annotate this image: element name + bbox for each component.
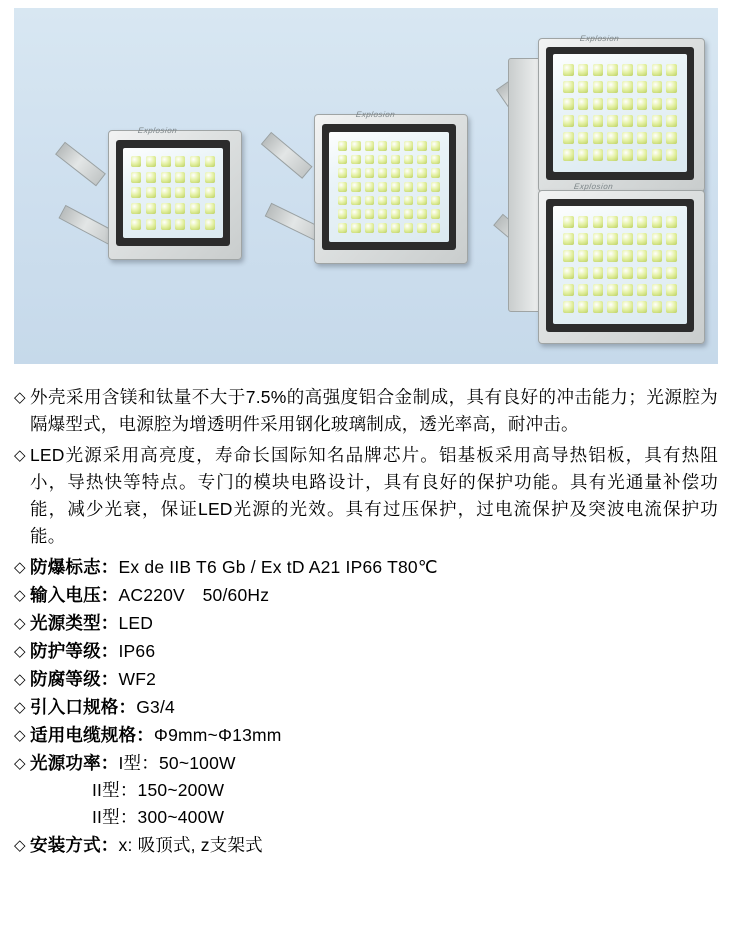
lamp-bracket-arm [261,132,313,179]
led-chip [578,301,588,313]
led-chip [431,155,440,165]
spec-item-housing-description [14,384,718,438]
led-chip [391,141,400,151]
led-chip [161,203,171,214]
led-chip [131,187,141,198]
spec-value: x: 吸顶式, z支架式 [118,835,263,855]
led-chip [431,141,440,151]
led-chip [365,196,374,206]
led-chip [161,156,171,167]
led-chip [351,182,360,192]
led-chip [131,172,141,183]
led-chip [351,141,360,151]
led-chip [666,64,676,76]
led-chip [666,98,676,110]
lamp-glass [329,132,449,242]
led-chip [365,141,374,151]
led-chip [378,155,387,165]
led-chip [578,216,588,228]
bullet-diamond-icon: ◇ [14,559,26,576]
led-chip [652,81,662,93]
led-chip [637,149,647,161]
led-chip [637,216,647,228]
led-chip [365,223,374,233]
bullet-diamond-icon: ◇ [14,447,26,464]
led-chip [378,209,387,219]
led-chip [593,132,603,144]
led-chip [563,132,573,144]
lamp-glass-upper [553,54,687,172]
led-chip [607,115,617,127]
led-chip [563,301,573,313]
led-chip [607,301,617,313]
led-chip [351,155,360,165]
spec-item-cable-spec [14,722,718,749]
led-chip [578,267,588,279]
led-chip [391,223,400,233]
led-chip [637,98,647,110]
spec-label: 防爆标志： [30,557,119,577]
led-chip [622,233,632,245]
led-chip [338,168,347,178]
led-chip [391,182,400,192]
led-chip [161,187,171,198]
led-chip [131,203,141,214]
spec-item-entry-spec [14,694,718,721]
spec-item-explosion-proof-mark [14,554,718,581]
spec-item-light-source-type [14,610,718,637]
led-chip [652,115,662,127]
led-chip [622,216,632,228]
led-chip [666,267,676,279]
spec-value: G3/4 [136,697,175,717]
led-chip [622,284,632,296]
led-chip [365,155,374,165]
bullet-diamond-icon: ◇ [14,727,26,744]
bullet-diamond-icon: ◇ [14,755,26,772]
led-chip [417,209,426,219]
led-chip [190,219,200,230]
led-chip [578,149,588,161]
spec-label: 输入电压： [30,585,119,605]
led-chip [190,187,200,198]
brand-logo-icon: Explosion [355,110,396,119]
led-chip [607,250,617,262]
led-chip [161,219,171,230]
led-chip [652,98,662,110]
led-chip [637,81,647,93]
led-array [123,148,223,238]
led-chip [205,203,215,214]
led-chip [378,182,387,192]
led-chip [378,141,387,151]
led-chip [652,250,662,262]
led-chip [563,267,573,279]
led-chip [593,81,603,93]
led-chip [351,223,360,233]
led-chip [593,233,603,245]
led-chip [593,115,603,127]
led-chip [593,149,603,161]
spec-label: 适用电缆规格： [30,725,154,745]
led-chip [146,156,156,167]
spec-label: 引入口规格： [30,697,137,717]
led-chip [578,233,588,245]
led-chip [378,196,387,206]
led-chip [161,172,171,183]
led-chip [637,64,647,76]
led-chip [391,209,400,219]
led-chip [338,155,347,165]
led-chip [637,284,647,296]
led-chip [365,182,374,192]
led-chip [190,172,200,183]
led-chip [652,149,662,161]
led-chip [378,168,387,178]
led-chip [666,284,676,296]
lamp-bracket-arm [55,142,106,187]
led-chip [417,141,426,151]
spec-value-extra-1: II型：150~200W [92,780,225,800]
led-chip [378,223,387,233]
led-chip [417,196,426,206]
led-chip [391,168,400,178]
spec-item-input-voltage [14,582,718,609]
bullet-diamond-icon: ◇ [14,389,26,406]
led-chip [578,81,588,93]
led-chip [563,98,573,110]
led-chip [622,301,632,313]
led-chip [652,267,662,279]
led-chip [622,64,632,76]
spec-item-light-source-power [14,750,718,831]
lamp-glass-lower [553,206,687,324]
led-chip [205,172,215,183]
led-chip [131,156,141,167]
led-chip [431,182,440,192]
spec-label: 防护等级： [30,641,119,661]
led-chip [131,219,141,230]
led-chip [417,182,426,192]
led-chip [391,196,400,206]
led-chip [175,156,185,167]
led-chip [431,196,440,206]
led-chip [666,250,676,262]
spec-value: Φ9mm~Φ13mm [153,725,282,745]
led-chip [578,284,588,296]
specification-list [0,372,732,859]
product-image [0,0,732,372]
led-chip [607,284,617,296]
led-chip [404,141,413,151]
spec-text: LED光源采用高亮度，寿命长国际知名品牌芯片。铝基板采用高导热铝板，具有热阻小，导热快等特点。专门的模块电路设计，具有良好的保护功能。具有光通量补偿功能，减少光衰，保证LED光源的光效。具有过压保护，过电流保护及突波电流保护功能。 [30,445,718,546]
led-chip [593,267,603,279]
led-chip [637,132,647,144]
led-chip [404,223,413,233]
led-chip [563,64,573,76]
led-chip [338,196,347,206]
led-chip [666,149,676,161]
led-chip [338,182,347,192]
led-chip [622,149,632,161]
bullet-diamond-icon: ◇ [14,671,26,688]
led-chip [578,64,588,76]
led-chip [652,216,662,228]
led-chip [607,81,617,93]
led-chip [190,203,200,214]
led-chip [417,168,426,178]
led-chip [666,115,676,127]
spec-label: 安装方式： [30,835,119,855]
led-chip [593,64,603,76]
led-chip [593,250,603,262]
spec-item-mounting-method [14,832,718,859]
led-chip [652,301,662,313]
led-chip [404,196,413,206]
led-chip [351,196,360,206]
spec-item-anticorrosion-grade [14,666,718,693]
led-array-upper [553,54,687,172]
led-chip [417,155,426,165]
led-chip [666,233,676,245]
spec-label: 光源类型： [30,613,119,633]
led-chip [404,209,413,219]
led-chip [607,98,617,110]
led-chip [563,81,573,93]
led-chip [417,223,426,233]
led-chip [563,250,573,262]
led-chip [622,81,632,93]
led-chip [637,233,647,245]
led-chip [593,216,603,228]
led-chip [593,301,603,313]
spec-value: AC220V 50/60Hz [118,585,270,605]
led-chip [205,219,215,230]
led-chip [146,187,156,198]
led-chip [607,233,617,245]
led-chip [563,284,573,296]
led-chip [175,203,185,214]
led-chip [666,81,676,93]
led-chip [607,216,617,228]
led-chip [175,219,185,230]
lamp-double-module [480,30,710,350]
spec-text: 外壳采用含镁和钛量不大于7.5%的高强度铝合金制成，具有良好的冲击能力；光源腔为隔爆型式，电源腔为增透明件采用钢化玻璃制成，透光率高，耐冲击。 [30,387,718,434]
led-chip [593,98,603,110]
brand-logo-icon: Explosion [137,126,178,135]
led-chip [666,132,676,144]
led-chip [146,219,156,230]
led-chip [607,64,617,76]
spec-value: IP66 [118,641,156,661]
led-chip [622,115,632,127]
led-chip [175,187,185,198]
led-chip [563,149,573,161]
led-chip [205,156,215,167]
lamp-glass [123,148,223,238]
brand-logo-icon: Explosion [579,34,620,43]
bullet-diamond-icon: ◇ [14,837,26,854]
led-chip [607,132,617,144]
led-chip [607,267,617,279]
led-chip [338,209,347,219]
brand-logo-icon: Explosion [573,182,614,191]
led-chip [578,98,588,110]
bullet-diamond-icon: ◇ [14,643,26,660]
led-chip [637,115,647,127]
led-chip [365,209,374,219]
led-chip [563,216,573,228]
led-chip [431,223,440,233]
spec-item-protection-grade [14,638,718,665]
led-chip [666,301,676,313]
led-chip [578,115,588,127]
led-chip [563,233,573,245]
led-chip [391,155,400,165]
led-chip [637,250,647,262]
led-chip [622,98,632,110]
led-chip [404,155,413,165]
led-chip [404,168,413,178]
lamp-medium-56w [258,100,468,290]
spec-label: 防腐等级： [30,669,119,689]
led-chip [607,149,617,161]
spec-value: LED [118,613,154,633]
led-chip [652,64,662,76]
led-chip [365,168,374,178]
spec-value: Ex de IIB T6 Gb / Ex tD A21 IP66 T80℃ [118,557,438,577]
led-chip [338,141,347,151]
led-chip [431,168,440,178]
led-chip [190,156,200,167]
led-chip [205,187,215,198]
led-chip [338,223,347,233]
led-chip [563,115,573,127]
led-chip [593,284,603,296]
spec-item-led-source-description [14,442,718,550]
led-chip [404,182,413,192]
led-chip [637,301,647,313]
bullet-diamond-icon: ◇ [14,587,26,604]
led-chip [637,267,647,279]
led-chip [652,233,662,245]
led-chip [351,209,360,219]
lamp-small-30w [60,118,260,288]
spec-value: WF2 [118,669,157,689]
led-chip [578,250,588,262]
spec-value: I型：50~100W [118,753,236,773]
led-chip [666,216,676,228]
led-chip [146,172,156,183]
led-chip [622,250,632,262]
led-chip [175,172,185,183]
spec-value-extra-2: II型：300~400W [92,807,225,827]
spec-label: 光源功率： [30,753,119,773]
led-chip [146,203,156,214]
bullet-diamond-icon: ◇ [14,615,26,632]
led-chip [622,267,632,279]
led-array [329,132,449,242]
bullet-diamond-icon: ◇ [14,699,26,716]
led-array-lower [553,206,687,324]
led-chip [652,132,662,144]
led-chip [622,132,632,144]
led-chip [431,209,440,219]
led-chip [652,284,662,296]
led-chip [351,168,360,178]
led-chip [578,132,588,144]
